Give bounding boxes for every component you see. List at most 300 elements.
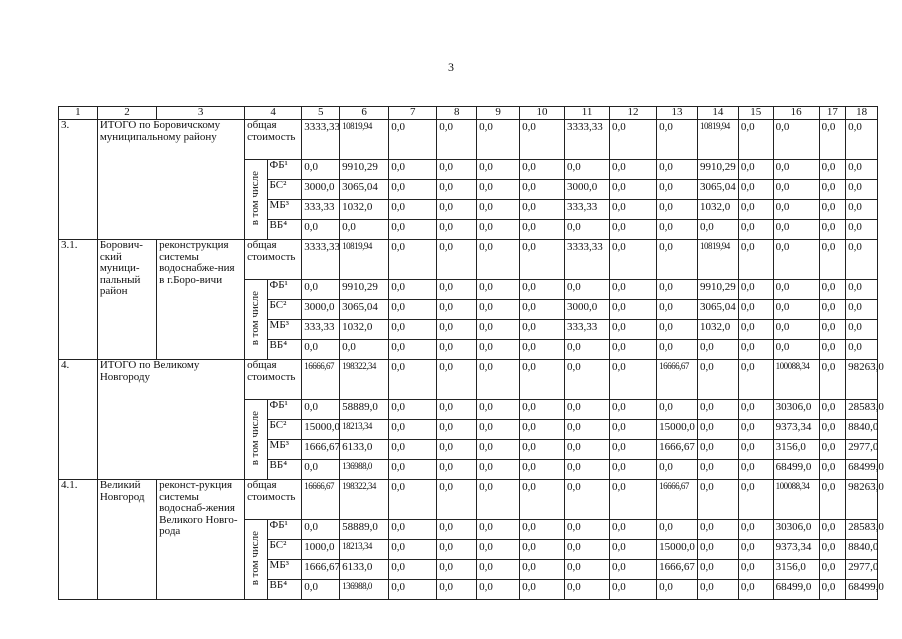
value-cell: 98263,0 <box>846 480 878 520</box>
value-cell: 0,0 <box>610 320 657 340</box>
value-cell: 0,0 <box>520 580 565 600</box>
value-cell: 0,0 <box>738 400 773 420</box>
value-cell: 1666,67 <box>657 440 698 460</box>
column-number: 8 <box>437 107 477 120</box>
value-cell: 0,0 <box>302 460 340 480</box>
value-cell: 0,0 <box>520 320 565 340</box>
column-number: 15 <box>738 107 773 120</box>
value-cell: 0,0 <box>520 540 565 560</box>
column-number-row <box>59 107 878 120</box>
value-cell: 0,0 <box>302 580 340 600</box>
value-cell: 0,0 <box>520 280 565 300</box>
value-cell: 0,0 <box>819 560 846 580</box>
value-cell: 0,0 <box>846 120 878 160</box>
value-cell: 30306,0 <box>773 400 819 420</box>
value-cell: 15000,0 <box>657 420 698 440</box>
value-cell: 0,0 <box>520 120 565 160</box>
section-title: ИТОГО по Боровичскому муниципальному району <box>97 120 244 240</box>
value-cell: 0,0 <box>437 480 477 520</box>
value-cell: 0,0 <box>389 300 437 320</box>
value-cell: 0,0 <box>819 580 846 600</box>
value-cell: 0,0 <box>565 160 610 180</box>
value-cell: 2977,0 <box>846 560 878 580</box>
financing-table <box>58 106 884 600</box>
in-total-label <box>245 280 267 360</box>
value-cell: 0,0 <box>610 580 657 600</box>
value-cell: 0,0 <box>657 400 698 420</box>
source-label: БС² <box>267 300 302 320</box>
value-cell: 0,0 <box>477 280 520 300</box>
value-cell: 0,0 <box>477 520 520 540</box>
value-cell: 0,0 <box>437 400 477 420</box>
value-cell: 3065,04 <box>697 300 738 320</box>
value-cell: 0,0 <box>520 220 565 240</box>
value-cell: 0,0 <box>610 300 657 320</box>
value-cell: 0,0 <box>610 560 657 580</box>
value-cell: 0,0 <box>389 160 437 180</box>
value-cell: 0,0 <box>738 580 773 600</box>
value-cell: 0,0 <box>773 120 819 160</box>
value-cell: 0,0 <box>738 240 773 280</box>
value-cell: 333,33 <box>565 320 610 340</box>
value-cell: 0,0 <box>389 420 437 440</box>
value-cell: 0,0 <box>389 540 437 560</box>
value-cell: 0,0 <box>610 540 657 560</box>
value-cell: 0,0 <box>437 440 477 460</box>
total-cost-label: общая стоимость <box>245 480 302 520</box>
value-cell: 0,0 <box>437 300 477 320</box>
value-cell: 0,0 <box>437 120 477 160</box>
value-cell: 0,0 <box>697 440 738 460</box>
value-cell: 0,0 <box>846 160 878 180</box>
value-cell: 0,0 <box>437 240 477 280</box>
value-cell: 0,0 <box>610 520 657 540</box>
value-cell: 15000,0 <box>657 540 698 560</box>
total-cost-row <box>59 360 878 400</box>
value-cell: 0,0 <box>657 120 698 160</box>
value-cell: 0,0 <box>610 180 657 200</box>
source-label: ФБ¹ <box>267 160 302 180</box>
value-cell: 0,0 <box>738 480 773 520</box>
value-cell: 0,0 <box>738 540 773 560</box>
value-cell: 0,0 <box>477 340 520 360</box>
value-cell: 68499,0 <box>846 580 878 600</box>
value-cell: 0,0 <box>520 420 565 440</box>
value-cell: 0,0 <box>819 480 846 520</box>
source-label: МБ³ <box>267 200 302 220</box>
object-name: реконст-рукция системы водоснаб-жения Великого Новго-рода <box>157 480 245 600</box>
value-cell: 333,33 <box>302 200 340 220</box>
section-number: 4. <box>59 360 98 480</box>
value-cell: 3333,33 <box>302 240 340 280</box>
value-cell: 3000,0 <box>565 300 610 320</box>
column-number: 2 <box>97 107 156 120</box>
value-cell: 58889,0 <box>340 520 389 540</box>
value-cell: 3333,33 <box>565 120 610 160</box>
value-cell: 0,0 <box>738 340 773 360</box>
source-label: ФБ¹ <box>267 280 302 300</box>
value-cell: 0,0 <box>610 280 657 300</box>
value-cell: 0,0 <box>477 220 520 240</box>
total-cost-label: общая стоимость <box>245 240 302 280</box>
value-cell: 1032,0 <box>340 320 389 340</box>
value-cell: 0,0 <box>477 580 520 600</box>
value-cell: 0,0 <box>738 440 773 460</box>
value-cell: 100088,34 <box>773 360 819 400</box>
value-cell: 0,0 <box>773 280 819 300</box>
value-cell: 9910,29 <box>697 280 738 300</box>
in-total-label <box>245 400 267 480</box>
value-cell: 0,0 <box>477 480 520 520</box>
value-cell: 18213,34 <box>340 540 389 560</box>
value-cell: 0,0 <box>773 180 819 200</box>
value-cell: 0,0 <box>437 460 477 480</box>
value-cell: 98263,0 <box>846 360 878 400</box>
value-cell: 0,0 <box>389 360 437 400</box>
value-cell: 0,0 <box>610 340 657 360</box>
value-cell: 0,0 <box>738 120 773 160</box>
value-cell: 9910,29 <box>340 280 389 300</box>
section-number: 4.1. <box>59 480 98 600</box>
value-cell: 0,0 <box>738 200 773 220</box>
value-cell: 0,0 <box>302 520 340 540</box>
value-cell: 198322,34 <box>340 360 389 400</box>
value-cell: 0,0 <box>610 440 657 460</box>
column-number: 9 <box>477 107 520 120</box>
value-cell: 0,0 <box>738 220 773 240</box>
value-cell: 3156,0 <box>773 440 819 460</box>
value-cell: 0,0 <box>520 520 565 540</box>
value-cell: 0,0 <box>738 360 773 400</box>
value-cell: 0,0 <box>697 560 738 580</box>
value-cell: 1666,67 <box>657 560 698 580</box>
value-cell: 18213,34 <box>340 420 389 440</box>
value-cell: 0,0 <box>697 220 738 240</box>
value-cell: 0,0 <box>738 520 773 540</box>
value-cell: 0,0 <box>437 340 477 360</box>
value-cell: 0,0 <box>477 560 520 580</box>
value-cell: 0,0 <box>657 320 698 340</box>
value-cell: 0,0 <box>389 200 437 220</box>
value-cell: 0,0 <box>773 240 819 280</box>
value-cell: 0,0 <box>389 440 437 460</box>
value-cell: 0,0 <box>477 240 520 280</box>
value-cell: 0,0 <box>565 340 610 360</box>
value-cell: 0,0 <box>738 180 773 200</box>
value-cell: 1666,67 <box>302 440 340 460</box>
section-number: 3.1. <box>59 240 98 360</box>
value-cell: 8840,0 <box>846 540 878 560</box>
value-cell: 0,0 <box>565 520 610 540</box>
value-cell: 0,0 <box>738 320 773 340</box>
value-cell: 198322,34 <box>340 480 389 520</box>
in-total-text: в том числе <box>249 530 262 585</box>
source-label: ФБ¹ <box>267 520 302 540</box>
value-cell: 0,0 <box>819 240 846 280</box>
value-cell: 0,0 <box>819 120 846 160</box>
value-cell: 0,0 <box>819 320 846 340</box>
value-cell: 1666,67 <box>302 560 340 580</box>
source-label: ВБ⁴ <box>267 580 302 600</box>
value-cell: 0,0 <box>697 400 738 420</box>
column-number: 18 <box>846 107 878 120</box>
value-cell: 0,0 <box>819 520 846 540</box>
value-cell: 1032,0 <box>697 200 738 220</box>
source-label: ВБ⁴ <box>267 220 302 240</box>
column-number: 10 <box>520 107 565 120</box>
value-cell: 0,0 <box>846 320 878 340</box>
value-cell: 0,0 <box>437 560 477 580</box>
value-cell: 0,0 <box>389 320 437 340</box>
source-label: БС² <box>267 180 302 200</box>
value-cell: 0,0 <box>819 200 846 220</box>
place-name: Борович-ский муници-пальный район <box>97 240 156 360</box>
value-cell: 0,0 <box>697 480 738 520</box>
section-title: ИТОГО по Великому Новгороду <box>97 360 244 480</box>
value-cell: 0,0 <box>477 200 520 220</box>
value-cell: 0,0 <box>389 120 437 160</box>
value-cell: 68499,0 <box>773 460 819 480</box>
value-cell: 0,0 <box>846 340 878 360</box>
value-cell: 2977,0 <box>846 440 878 460</box>
value-cell: 0,0 <box>477 460 520 480</box>
value-cell: 15000,0 <box>302 420 340 440</box>
value-cell: 333,33 <box>565 200 610 220</box>
value-cell: 3333,33 <box>565 240 610 280</box>
value-cell: 68499,0 <box>773 580 819 600</box>
value-cell: 0,0 <box>738 560 773 580</box>
column-number: 12 <box>610 107 657 120</box>
value-cell: 0,0 <box>477 160 520 180</box>
value-cell: 1032,0 <box>697 320 738 340</box>
value-cell: 0,0 <box>477 120 520 160</box>
value-cell: 0,0 <box>565 560 610 580</box>
value-cell: 0,0 <box>819 160 846 180</box>
value-cell: 58889,0 <box>340 400 389 420</box>
value-cell: 0,0 <box>565 420 610 440</box>
value-cell: 28583,0 <box>846 520 878 540</box>
value-cell: 0,0 <box>657 280 698 300</box>
value-cell: 0,0 <box>773 160 819 180</box>
value-cell: 0,0 <box>610 400 657 420</box>
value-cell: 16666,67 <box>302 480 340 520</box>
value-cell: 0,0 <box>520 300 565 320</box>
value-cell: 0,0 <box>565 460 610 480</box>
value-cell: 0,0 <box>697 540 738 560</box>
value-cell: 10819,94 <box>340 240 389 280</box>
value-cell: 0,0 <box>610 420 657 440</box>
value-cell: 0,0 <box>846 240 878 280</box>
value-cell: 3000,0 <box>302 300 340 320</box>
value-cell: 0,0 <box>610 160 657 180</box>
value-cell: 0,0 <box>437 540 477 560</box>
value-cell: 6133,0 <box>340 560 389 580</box>
value-cell: 0,0 <box>657 580 698 600</box>
value-cell: 0,0 <box>697 420 738 440</box>
value-cell: 0,0 <box>477 440 520 460</box>
value-cell: 1000,0 <box>302 540 340 560</box>
value-cell: 0,0 <box>565 360 610 400</box>
value-cell: 0,0 <box>565 580 610 600</box>
total-cost-row <box>59 240 878 280</box>
column-number: 4 <box>245 107 302 120</box>
value-cell: 100088,34 <box>773 480 819 520</box>
value-cell: 0,0 <box>565 400 610 420</box>
value-cell: 0,0 <box>520 400 565 420</box>
value-cell: 0,0 <box>819 400 846 420</box>
value-cell: 0,0 <box>565 220 610 240</box>
value-cell: 0,0 <box>773 340 819 360</box>
value-cell: 10819,94 <box>340 120 389 160</box>
value-cell: 28583,0 <box>846 400 878 420</box>
source-label: МБ³ <box>267 440 302 460</box>
value-cell: 9373,34 <box>773 540 819 560</box>
value-cell: 0,0 <box>610 360 657 400</box>
value-cell: 0,0 <box>819 280 846 300</box>
section-number: 3. <box>59 120 98 240</box>
source-label: ВБ⁴ <box>267 340 302 360</box>
value-cell: 0,0 <box>773 300 819 320</box>
value-cell: 0,0 <box>340 220 389 240</box>
object-name: реконструкция системы водоснабже-ния в г.Боро-вичи <box>157 240 245 360</box>
value-cell: 0,0 <box>610 200 657 220</box>
value-cell: 9910,29 <box>340 160 389 180</box>
value-cell: 0,0 <box>773 220 819 240</box>
value-cell: 3000,0 <box>565 180 610 200</box>
in-total-label <box>245 520 267 600</box>
value-cell: 0,0 <box>389 240 437 280</box>
value-cell: 0,0 <box>773 200 819 220</box>
value-cell: 0,0 <box>520 360 565 400</box>
column-number: 3 <box>157 107 245 120</box>
value-cell: 0,0 <box>520 340 565 360</box>
source-label: БС² <box>267 420 302 440</box>
value-cell: 0,0 <box>819 300 846 320</box>
value-cell: 0,0 <box>657 180 698 200</box>
value-cell: 0,0 <box>565 540 610 560</box>
value-cell: 0,0 <box>657 160 698 180</box>
source-label: МБ³ <box>267 560 302 580</box>
value-cell: 0,0 <box>846 200 878 220</box>
value-cell: 0,0 <box>657 460 698 480</box>
value-cell: 0,0 <box>819 180 846 200</box>
value-cell: 16666,67 <box>657 360 698 400</box>
value-cell: 0,0 <box>389 400 437 420</box>
value-cell: 10819,94 <box>697 120 738 160</box>
column-number: 5 <box>302 107 340 120</box>
place-name: Великий Новгород <box>97 480 156 600</box>
column-number: 7 <box>389 107 437 120</box>
value-cell: 3156,0 <box>773 560 819 580</box>
value-cell: 0,0 <box>389 480 437 520</box>
value-cell: 0,0 <box>437 580 477 600</box>
value-cell: 0,0 <box>565 280 610 300</box>
value-cell: 0,0 <box>477 320 520 340</box>
value-cell: 0,0 <box>477 360 520 400</box>
value-cell: 0,0 <box>477 420 520 440</box>
value-cell: 0,0 <box>819 360 846 400</box>
value-cell: 136988,0 <box>340 460 389 480</box>
value-cell: 0,0 <box>738 300 773 320</box>
value-cell: 16666,67 <box>657 480 698 520</box>
value-cell: 0,0 <box>389 180 437 200</box>
column-number: 16 <box>773 107 819 120</box>
value-cell: 0,0 <box>819 220 846 240</box>
value-cell: 0,0 <box>520 240 565 280</box>
column-number: 1 <box>59 107 98 120</box>
value-cell: 0,0 <box>819 420 846 440</box>
in-total-label <box>245 160 267 240</box>
value-cell: 0,0 <box>697 520 738 540</box>
value-cell: 0,0 <box>697 460 738 480</box>
column-number: 11 <box>565 107 610 120</box>
value-cell: 0,0 <box>846 220 878 240</box>
value-cell: 3065,04 <box>340 300 389 320</box>
total-cost-label: общая стоимость <box>245 360 302 400</box>
value-cell: 0,0 <box>389 280 437 300</box>
page-number: 3 <box>448 60 454 74</box>
value-cell: 0,0 <box>437 360 477 400</box>
value-cell: 0,0 <box>437 520 477 540</box>
value-cell: 0,0 <box>657 300 698 320</box>
value-cell: 0,0 <box>520 200 565 220</box>
value-cell: 0,0 <box>738 280 773 300</box>
value-cell: 30306,0 <box>773 520 819 540</box>
value-cell: 0,0 <box>437 220 477 240</box>
value-cell: 0,0 <box>389 520 437 540</box>
value-cell: 0,0 <box>302 220 340 240</box>
value-cell: 0,0 <box>437 280 477 300</box>
source-label: МБ³ <box>267 320 302 340</box>
column-number: 6 <box>340 107 389 120</box>
value-cell: 0,0 <box>477 300 520 320</box>
value-cell: 68499,0 <box>846 460 878 480</box>
value-cell: 9373,34 <box>773 420 819 440</box>
value-cell: 0,0 <box>302 160 340 180</box>
value-cell: 0,0 <box>520 440 565 460</box>
value-cell: 0,0 <box>437 420 477 440</box>
value-cell: 10819,94 <box>697 240 738 280</box>
value-cell: 0,0 <box>697 360 738 400</box>
value-cell: 0,0 <box>477 540 520 560</box>
value-cell: 0,0 <box>340 340 389 360</box>
value-cell: 0,0 <box>773 320 819 340</box>
value-cell: 0,0 <box>738 460 773 480</box>
value-cell: 0,0 <box>302 340 340 360</box>
value-cell: 0,0 <box>846 180 878 200</box>
in-total-text: в том числе <box>249 410 262 465</box>
value-cell: 0,0 <box>697 340 738 360</box>
value-cell: 3065,04 <box>697 180 738 200</box>
value-cell: 0,0 <box>437 160 477 180</box>
value-cell: 0,0 <box>302 280 340 300</box>
value-cell: 0,0 <box>819 440 846 460</box>
value-cell: 0,0 <box>610 460 657 480</box>
value-cell: 0,0 <box>520 460 565 480</box>
value-cell: 0,0 <box>389 580 437 600</box>
value-cell: 0,0 <box>520 160 565 180</box>
column-number: 13 <box>657 107 698 120</box>
value-cell: 0,0 <box>520 480 565 520</box>
value-cell: 0,0 <box>657 220 698 240</box>
value-cell: 0,0 <box>819 540 846 560</box>
value-cell: 0,0 <box>819 340 846 360</box>
value-cell: 0,0 <box>657 240 698 280</box>
value-cell: 6133,0 <box>340 440 389 460</box>
value-cell: 0,0 <box>819 460 846 480</box>
value-cell: 0,0 <box>389 460 437 480</box>
value-cell: 0,0 <box>697 580 738 600</box>
